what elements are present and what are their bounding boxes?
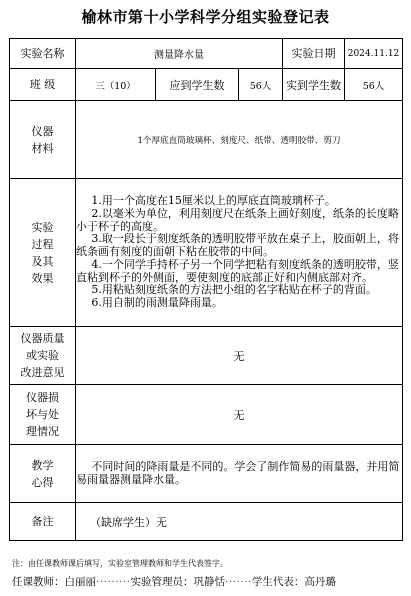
quality-label [10,327,76,385]
signature-line [12,574,404,589]
row-quality [10,327,403,385]
row-damage [10,385,403,445]
damage-value: 无 [76,385,403,445]
reflection-value: 不同时间的降雨量是不同的。学会了制作简易的雨量器，并用简易雨量器测量降水量。 [76,445,403,503]
student-rep-name: 高丹璐 [304,576,336,588]
registration-form [9,38,403,541]
class-label: 班 级 [10,69,76,101]
damage-label [10,385,76,445]
process-steps [76,179,403,327]
experiment-name-label: 实验名称 [10,39,76,69]
teacher-name: 白丽丽 [64,576,96,588]
process-step: 4.一个同学手持杯子另一个同学把粘有刻度纸条的透明胶带，竖直粘到杯子的外侧面，要使刻度的底部正好和内侧底部对齐。 [76,257,399,284]
remarks-value: （缺席学生）无 [76,503,403,541]
process-step: 5.用粘贴刻度纸条的方法把小组的名字粘贴在杯子的背面。 [91,283,377,297]
process-label-line4: 效果 [31,271,54,285]
quality-value: 无 [76,327,403,385]
process-step: 1.用一个高度在15厘米以上的厚底直筒玻璃杯子。 [91,194,336,208]
experiment-name-value: 测量降水量 [76,39,283,69]
signature-dots: ······· [225,576,252,588]
remarks-label: 备注 [10,503,76,541]
materials-value: 1个厚底直筒玻璃杯、刻度尺、纸带、透明胶带、剪刀 [76,101,403,179]
reflection-label [10,445,76,503]
damage-label-line3: 理情况 [26,425,59,438]
quality-label-line3: 改进意见 [20,366,65,379]
actual-students-value: 56人 [345,69,403,101]
expected-students-value: 56人 [239,69,283,101]
materials-label-line1: 仪器 [31,124,54,138]
process-label [10,179,76,327]
row-experiment-name [10,39,403,69]
lab-manager-name: 巩静恬 [193,576,226,588]
row-class [10,69,403,101]
reflection-label-line1: 教学 [31,458,54,472]
damage-label-line2: 坏与处 [26,408,59,421]
lab-manager-label: 实验管理员： [130,576,194,588]
damage-label-line1: 仪器损 [26,391,59,404]
materials-label [10,101,76,179]
materials-label-line2: 材料 [31,141,54,155]
quality-label-line2: 或实验 [26,349,59,362]
expected-students-label: 应到学生数 [156,69,239,101]
row-process [10,179,403,327]
reflection-label-line2: 心得 [31,475,54,489]
row-reflection [10,445,403,503]
teacher-label: 任课教师： [12,576,65,588]
process-step: 2.以毫米为单位，利用刻度尺在纸条上画好刻度，纸条的长度略小于杯子的高度。 [76,207,399,233]
form-title: 榆林市第十小学科学分组实验登记表 [81,8,330,26]
process-step: 3.取一段长于刻度纸条的透明胶带平放在桌子上，胶面朝上，将纸条画有刻度的面朝下粘在胶带的中间。 [76,232,399,259]
row-materials [10,101,403,179]
experiment-date-value: 2024.11.12 [345,39,403,69]
footnote: 注：由任课教师课后填写，实验室管理教师和学生代表签字。 [12,559,228,568]
process-label-line1: 实验 [31,220,54,234]
signature-dots: ········· [96,576,131,588]
student-rep-label: 学生代表： [251,576,305,588]
actual-students-label: 实到学生数 [283,69,345,101]
quality-label-line1: 仪器质量 [20,332,65,345]
class-value: 三（10） [76,69,156,101]
experiment-date-label: 实验日期 [283,39,345,69]
row-remarks [10,503,403,541]
process-step: 6.用自制的雨测量降雨量。 [91,295,223,309]
process-label-line3: 及其 [31,254,54,268]
process-label-line2: 过程 [31,237,54,251]
